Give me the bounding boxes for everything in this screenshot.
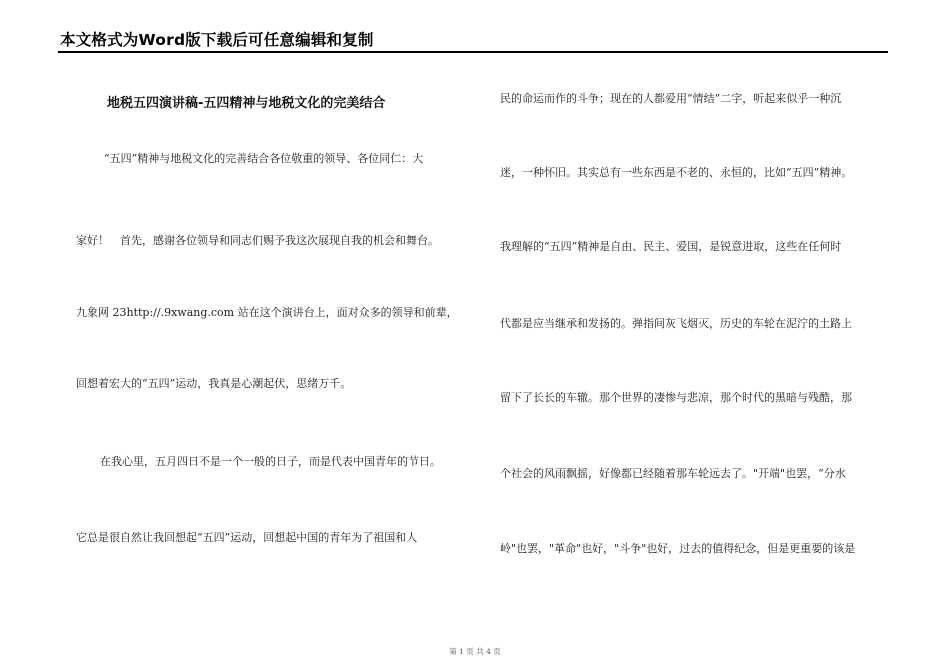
right-line-4: 代都是应当继承和发扬的。弹指间灰飞烟灭，历史的车轮在泥泞的土路上 [500, 317, 852, 330]
right-line-5: 留下了长长的车辙。那个世界的凄惨与悲凉，那个时代的黑暗与残酷，那 [500, 391, 852, 404]
download-banner: 本文格式为Word版下载后可任意编辑和复制 [60, 31, 374, 49]
header-divider [58, 51, 888, 53]
right-line-1: 民的命运而作的斗争；现在的人都爱用“情结”二字，听起来似乎一种沉 [500, 92, 842, 105]
right-line-7: 岭"也罢，"革命"也好，"斗争"也好，过去的值得纪念，但是更重要的该是 [500, 542, 856, 555]
left-line-1: “五四”精神与地税文化的完善结合各位敬重的领导、各位同仁：大 [104, 152, 424, 165]
right-line-6: 个社会的风雨飘摇，好像都已经随着那车轮远去了。"开端"也罢，“分水 [500, 467, 846, 480]
right-line-3: 我理解的“五四”精神是自由、民主、爱国，是锐意进取，这些在任何时 [500, 240, 842, 253]
document-title: 地税五四演讲稿-五四精神与地税文化的完美结合 [107, 96, 386, 111]
left-line-3: 九象网 23http://.9xwang.com 站在这个演讲台上，面对众多的领导和前辈， [76, 306, 458, 319]
left-line-2: 家好！ 首先，感谢各位领导和同志们赐予我这次展现自我的机会和舞台。 [76, 234, 439, 247]
right-line-2: 迷，一种怀旧。其实总有一些东西是不老的、永恒的，比如“五四”精神。 [500, 166, 853, 179]
left-line-4: 回想着宏大的“五四”运动，我真是心潮起伏，思绪万千。 [76, 377, 352, 390]
left-line-5: 在我心里，五月四日不是一个一般的日子，而是代表中国青年的节日。 [100, 455, 441, 468]
page-number: 第 1 页 共 4 页 [449, 647, 501, 656]
left-line-6: 它总是很自然让我回想起“五四”运动，回想起中国的青年为了祖国和人 [76, 531, 418, 544]
